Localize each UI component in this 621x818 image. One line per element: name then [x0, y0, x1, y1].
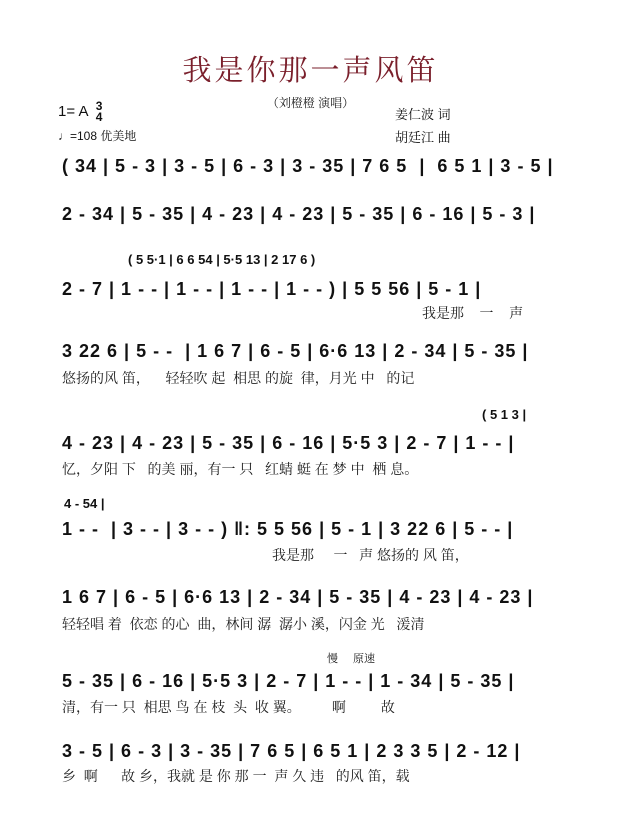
composer-credit: 胡廷江 曲	[395, 130, 451, 145]
lyrics-line-4: 悠扬的风 笛， 轻轻吹 起 相思 的旋 律，月光 中 的记	[62, 370, 415, 386]
tempo-marking: ♩=108 优美地	[58, 129, 137, 143]
lyrics-line-9: 乡 啊 故 乡，我就 是 你 那 一 声 久 违 的风 笛，载	[62, 768, 410, 784]
lyrics-line-7: 轻轻唱 着 依恋 的心 曲，林间 潺 潺小 溪，闪金 光 湲清	[62, 616, 425, 632]
lyrics-line-3: 我是那 一 声	[422, 305, 524, 321]
score-line-4: 3 22 6 | 5 - - | 1 6 7 | 6 - 5 | 6·6 13 | 2 - 34 | 5 - 35 |	[62, 341, 529, 361]
tempo-mark-original: 原速	[353, 653, 375, 665]
key-signature	[58, 101, 102, 123]
key-label: 1= A	[58, 102, 88, 120]
score-line-9: 3 - 5 | 6 - 3 | 3 - 35 | 7 6 5 | 6 5 1 | 2 3 3 5 | 2 - 12 |	[62, 741, 521, 761]
singer-credit: （刘橙橙 演唱）	[266, 96, 355, 110]
score-line-8: 5 - 35 | 6 - 16 | 5·5 3 | 2 - 7 | 1 - - | 1 - 34 | 5 - 35 |	[62, 671, 515, 691]
time-signature: 3 4	[95, 99, 103, 124]
score-line-6-upper: 4 - 54 |	[64, 496, 105, 511]
lyricist-credit: 姜仁波 词	[395, 107, 451, 122]
lyrics-line-8: 清，有一 只 相思 鸟 在 枝 头 收 翼。 啊 故	[62, 699, 395, 715]
score-line-6: 1 - - | 3 - - | 3 - - ) ‖: 5 5 56 | 5 - 1 | 3 22 6 | 5 - - |	[62, 519, 514, 539]
tempo-mark-slow: 慢	[327, 653, 338, 665]
score-line-5-upper: ( 5 1 3 |	[482, 407, 527, 422]
score-line-3-upper: ( 5 5·1 | 6 6 54 | 5·5 13 | 2 17 6 )	[128, 252, 316, 267]
score-line-5: 4 - 23 | 4 - 23 | 5 - 35 | 6 - 16 | 5·5 3 | 2 - 7 | 1 - - |	[62, 433, 515, 453]
score-line-7: 1 6 7 | 6 - 5 | 6·6 13 | 2 - 34 | 5 - 35 | 4 - 23 | 4 - 23 |	[62, 587, 534, 607]
lyrics-line-5: 忆，夕阳 下 的美 丽，有一 只 红蜻 蜓 在 梦 中 栖 息。	[62, 461, 419, 477]
song-title: 我是你那一声风笛	[182, 53, 439, 87]
lyrics-line-6: 我是那 一 声 悠扬的 风 笛，	[272, 547, 469, 563]
score-line-3: 2 - 7 | 1 - - | 1 - - | 1 - - | 1 - - ) | 5 5 56 | 5 - 1 |	[62, 279, 482, 299]
score-line-1: ( 34 | 5 - 3 | 3 - 5 | 6 - 3 | 3 - 35 | 7 6 5 | 6 5 1 | 3 - 5 |	[62, 156, 554, 176]
score-line-2: 2 - 34 | 5 - 35 | 4 - 23 | 4 - 23 | 5 - 35 | 6 - 16 | 5 - 3 |	[62, 204, 536, 224]
